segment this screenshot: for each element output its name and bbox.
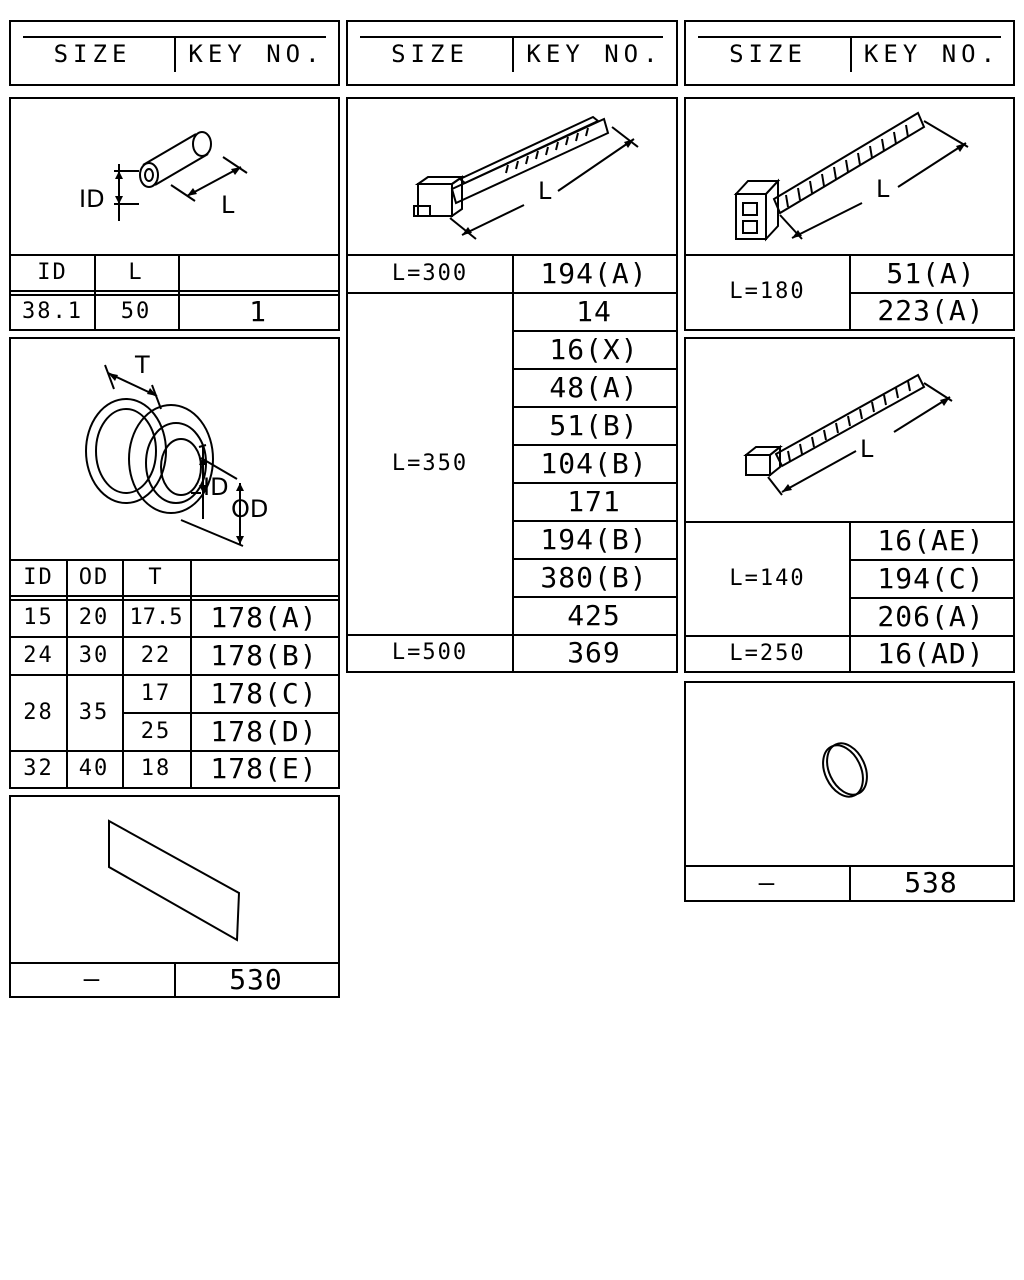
row-key: 223(A) <box>877 294 985 327</box>
row-key: 48(A) <box>549 370 639 404</box>
dim-t-label: T <box>135 351 150 379</box>
row-size: L=250 <box>729 640 806 666</box>
size-header: SIZE <box>53 40 132 68</box>
row-t: 25 <box>140 718 172 744</box>
row-t: 17 <box>140 680 172 706</box>
sheet-panel <box>9 795 340 998</box>
dim-od-label: OD <box>231 495 269 523</box>
row-size: — <box>83 964 102 994</box>
row-id: 28 <box>23 699 54 725</box>
row-key: 14 <box>576 294 612 328</box>
grommet-panel <box>9 337 340 789</box>
row-size: — <box>758 867 777 898</box>
row-key: 178(E) <box>210 752 318 785</box>
row-key: 104(B) <box>540 446 648 480</box>
plug-drawing <box>686 683 1013 865</box>
row-key: 178(A) <box>210 601 318 634</box>
sheet-drawing <box>11 797 338 962</box>
row-size: L=140 <box>729 565 806 591</box>
plug-panel <box>684 681 1015 902</box>
hose-spacer-drawing <box>11 99 338 254</box>
size-header: SIZE <box>729 40 807 68</box>
row-t: 22 <box>140 642 172 668</box>
row-key: 16(X) <box>549 332 639 366</box>
row-key: 1 <box>249 295 267 328</box>
row-key: 16(AD) <box>877 636 985 670</box>
band-clip-panel <box>684 97 1015 331</box>
header-right <box>684 20 1015 86</box>
row-id: 32 <box>23 756 54 781</box>
cable-tie-drawing <box>348 99 676 254</box>
small-band-drawing <box>686 339 1013 521</box>
dim-id-label: ID <box>79 185 105 213</box>
row-l: 50 <box>120 299 152 324</box>
key-no-header: KEY NO. <box>863 40 1001 68</box>
row-key: 51(A) <box>886 256 976 290</box>
row-key: 51(B) <box>549 408 639 442</box>
dim-l-label: L <box>221 191 235 219</box>
row-key: 178(D) <box>210 714 318 748</box>
header-left <box>9 20 340 86</box>
band-clip-drawing <box>686 99 1013 254</box>
row-size: L=180 <box>729 279 806 304</box>
grommet-drawing <box>11 339 338 559</box>
col-od: OD <box>78 564 110 590</box>
row-size: L=350 <box>391 450 469 476</box>
col-id: ID <box>23 564 54 590</box>
row-od: 20 <box>78 605 110 630</box>
row-key: 178(B) <box>210 638 318 672</box>
row-key: 178(C) <box>210 676 318 710</box>
row-key: 16(AE) <box>877 523 985 557</box>
col-t: T <box>148 564 164 590</box>
header-middle <box>346 20 678 86</box>
row-key: 380(B) <box>540 560 648 594</box>
row-t: 17.5 <box>129 605 183 630</box>
row-id: 15 <box>23 605 54 630</box>
dim-l-label: L <box>538 177 552 205</box>
row-key: 206(A) <box>877 599 985 633</box>
cable-tie-panel <box>346 97 678 673</box>
row-t: 18 <box>140 756 172 781</box>
row-key: 171 <box>567 484 621 518</box>
row-key: 194(C) <box>877 561 985 595</box>
row-od: 30 <box>78 642 110 668</box>
row-id: 24 <box>23 642 54 668</box>
col-l: L <box>128 259 144 285</box>
key-no-header: KEY NO. <box>526 40 663 68</box>
row-key: 538 <box>904 866 958 899</box>
row-key: 369 <box>567 636 621 669</box>
row-key: 194(B) <box>540 522 648 556</box>
row-key: 425 <box>567 598 621 632</box>
dim-l-label: L <box>876 175 890 203</box>
col-id: ID <box>37 259 68 285</box>
row-od: 35 <box>78 699 110 725</box>
dim-l-label: L <box>860 435 874 463</box>
small-band-panel <box>684 337 1015 673</box>
row-size: L=500 <box>391 640 469 665</box>
row-id: 38.1 <box>22 299 83 324</box>
row-key: 194(A) <box>540 256 648 290</box>
row-od: 40 <box>78 756 110 781</box>
dim-id-label: ID <box>203 473 229 501</box>
row-key: 530 <box>229 962 283 996</box>
size-header: SIZE <box>391 40 469 68</box>
hose-spacer-panel <box>9 97 340 331</box>
row-size: L=300 <box>391 260 469 286</box>
key-no-header: KEY NO. <box>188 40 325 68</box>
